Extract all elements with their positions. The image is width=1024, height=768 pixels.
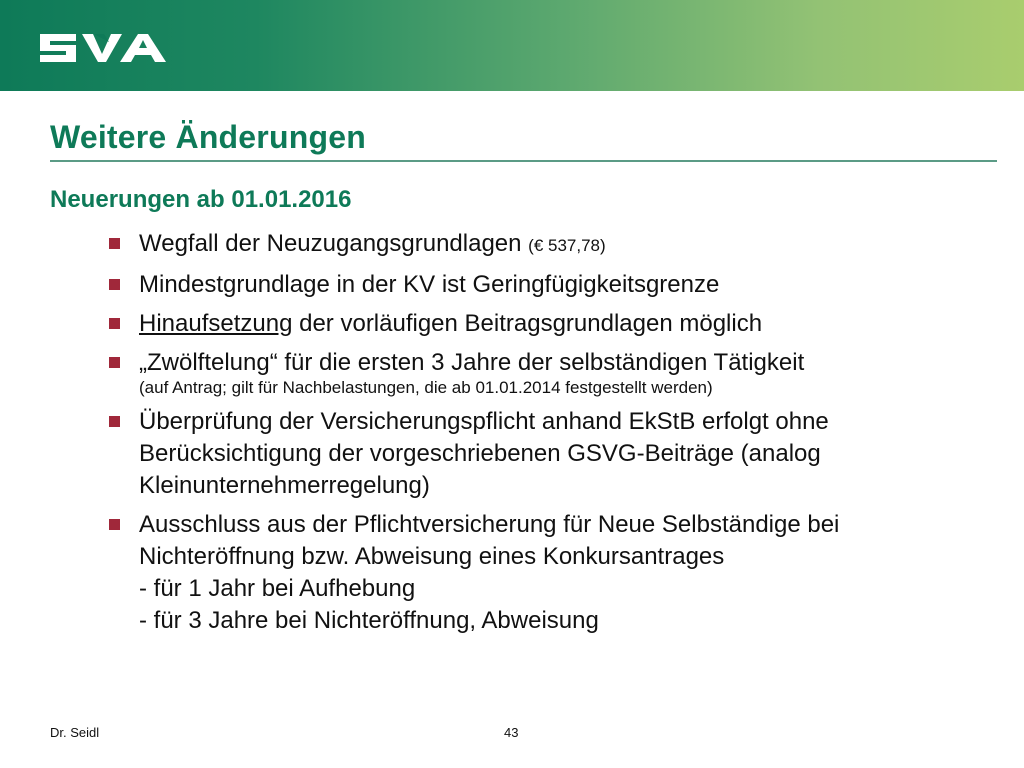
bullet-item xyxy=(105,509,1005,637)
bullet-underlined-term: Hinaufsetzung xyxy=(139,310,293,337)
square-bullet-icon xyxy=(109,238,120,249)
bullet-text-line: - für 1 Jahr bei Aufhebung xyxy=(139,575,416,602)
bullet-text-line: Berücksichtigung der vorgeschriebenen GSVG-Beiträge (analog xyxy=(139,440,821,467)
bullet-list xyxy=(105,228,1005,644)
sva-logo xyxy=(38,28,178,68)
bullet-item xyxy=(105,308,1005,340)
bullet-text-line: - für 3 Jahre bei Nichteröffnung, Abweisung xyxy=(139,607,599,634)
bullet-text: der vorläufigen Beitragsgrundlagen möglich xyxy=(299,310,763,337)
bullet-item xyxy=(105,406,1005,502)
bullet-item xyxy=(105,347,1005,399)
square-bullet-icon xyxy=(109,416,120,427)
bullet-text: „Zwölftelung“ für die ersten 3 Jahre der selbständigen Tätigkeit xyxy=(139,349,805,376)
bullet-item xyxy=(105,269,1005,301)
bullet-amount: (€ 537,78) xyxy=(528,236,606,255)
square-bullet-icon xyxy=(109,519,120,530)
bullet-text-line: Nichteröffnung bzw. Abweisung eines Konkursantrages xyxy=(139,543,725,570)
bullet-text-line: Kleinunternehmerregelung) xyxy=(139,472,430,499)
bullet-text: Mindestgrundlage in der KV ist Geringfügigkeitsgrenze xyxy=(139,271,720,298)
square-bullet-icon xyxy=(109,357,120,368)
bullet-text-line: Überprüfung der Versicherungspflicht anhand EkStB erfolgt ohne xyxy=(139,408,829,435)
bullet-text-line: Ausschluss aus der Pflichtversicherung für Neue Selbständige bei xyxy=(139,511,840,538)
square-bullet-icon xyxy=(109,318,120,329)
title-divider xyxy=(50,160,997,162)
page-number: 43 xyxy=(504,725,519,740)
square-bullet-icon xyxy=(109,279,120,290)
header-band xyxy=(0,0,1024,91)
bullet-item xyxy=(105,228,1005,262)
footer-author: Dr. Seidl xyxy=(50,725,100,740)
slide-subtitle: Neuerungen ab 01.01.2016 xyxy=(50,186,352,213)
bullet-text: Wegfall der Neuzugangsgrundlagen xyxy=(139,230,522,257)
slide-title: Weitere Änderungen xyxy=(50,119,366,155)
bullet-note: (auf Antrag; gilt für Nachbelastungen, die ab 01.01.2014 festgestellt werden) xyxy=(139,378,713,397)
